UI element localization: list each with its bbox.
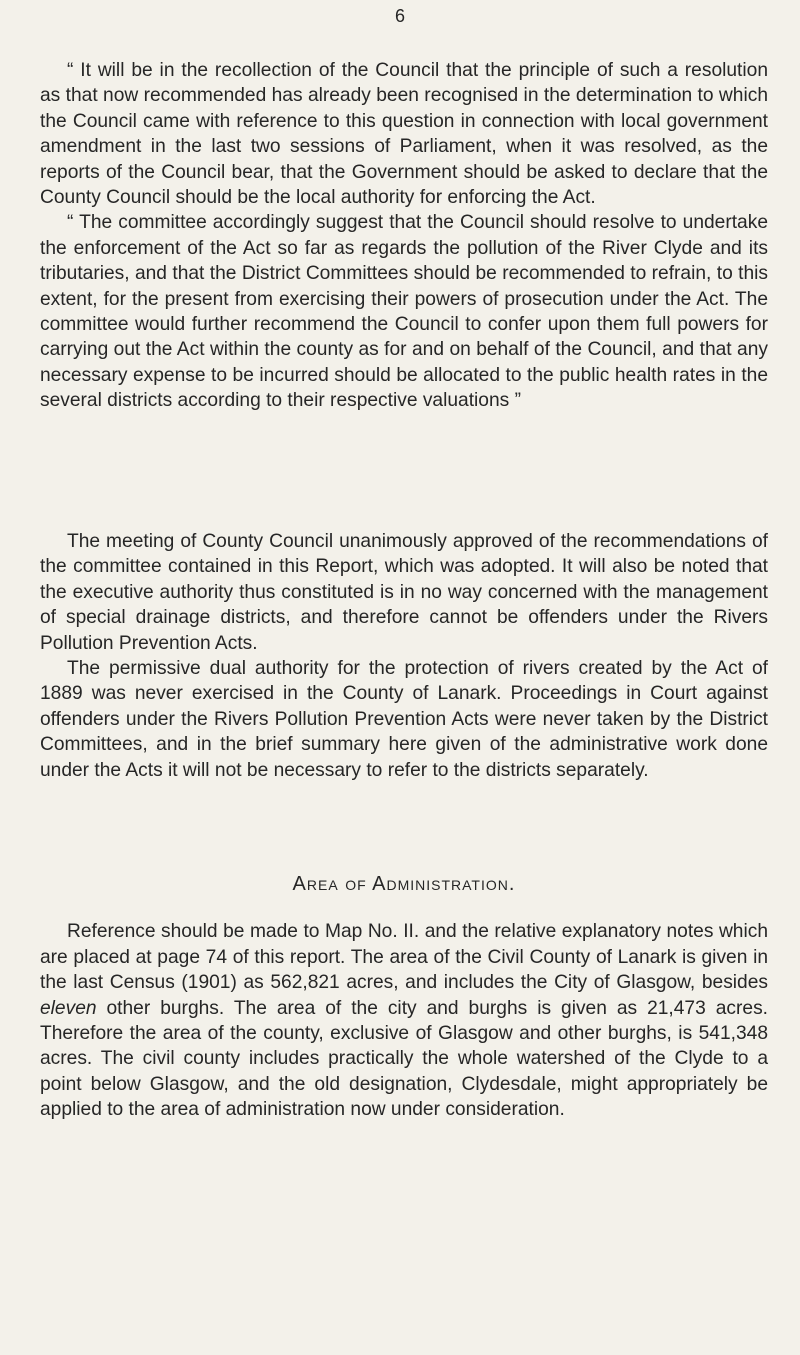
quoted-resolution — [40, 58, 768, 414]
page-number: 6 — [394, 6, 405, 26]
section-paragraph-emphasis: eleven — [40, 997, 97, 1019]
section-paragraph-text-b: other burghs. The area of the city and burghs is given as 21,473 acres. Therefore the area of the county, exclusive of Glasgow and other burghs, is 541,348 acres. The civil county includes practically the whole watershed of the Clyde to a point below Glasgow, and the old designation, Clydesdale, might appropriately be applied to the area of administration now under consideration. — [40, 997, 768, 1121]
body-text — [40, 529, 768, 783]
section-paragraph-text-a: Reference should be made to Map No. II. and the relative explanatory notes which are placed at page 74 of this report. The area of the Civil County of Lanark is given in the last Census (1901) as 562,821 acres, and includes the City of Glasgow, besides — [40, 921, 768, 994]
body-paragraph-1: The meeting of County Council unanimously approved of the recommendations of the committee contained in this Report, which was adopted. It will also be noted that the executive authority thus constituted is in no way concerned with the management of special drainage districts, and therefore cannot be offenders under the Rivers Pollution Prevention Acts. — [40, 531, 768, 654]
quote-paragraph-2: “ The committee accordingly suggest that the Council should resolve to undertake the enforcement of the Act so far as regards the pollution of the River Clyde and its tributaries, and that the District Committees should be recommended to refrain, to this extent, for the present from exercising their powers of prosecution under the Act. The committee would further recommend the Council to confer upon them full powers for carrying out the Act within the county as for and on behalf of the Council, and that any necessary expense to be incurred should be allocated to the public health rates in the several districts according to their respective valuations ” — [40, 212, 768, 412]
section-paragraph — [40, 919, 768, 1122]
body-paragraph-2: The permissive dual authority for the protection of rivers created by the Act of 1889 was never exercised in the County of Lanark. Proceedings in Court against offenders under the Rivers Pollution Prevention Acts were never taken by the District Committees, and in the brief summary here given of the administrative work done under the Acts it will not be necessary to refer to the districts separately. — [40, 658, 768, 781]
section-heading: Area of Administration. — [292, 873, 516, 895]
area-section — [40, 872, 768, 1123]
quote-paragraph-1: “ It will be in the recollection of the Council that the principle of such a resolution as that now recommended has already been recognised in the determination to which the Council came with reference to this question in connection with local government amendment in the last two sessions of Parliament, when it was resolved, as the reports of the Council bear, that the Government should be asked to declare that the County Council should be the local authority for enforcing the Act. — [40, 60, 768, 209]
